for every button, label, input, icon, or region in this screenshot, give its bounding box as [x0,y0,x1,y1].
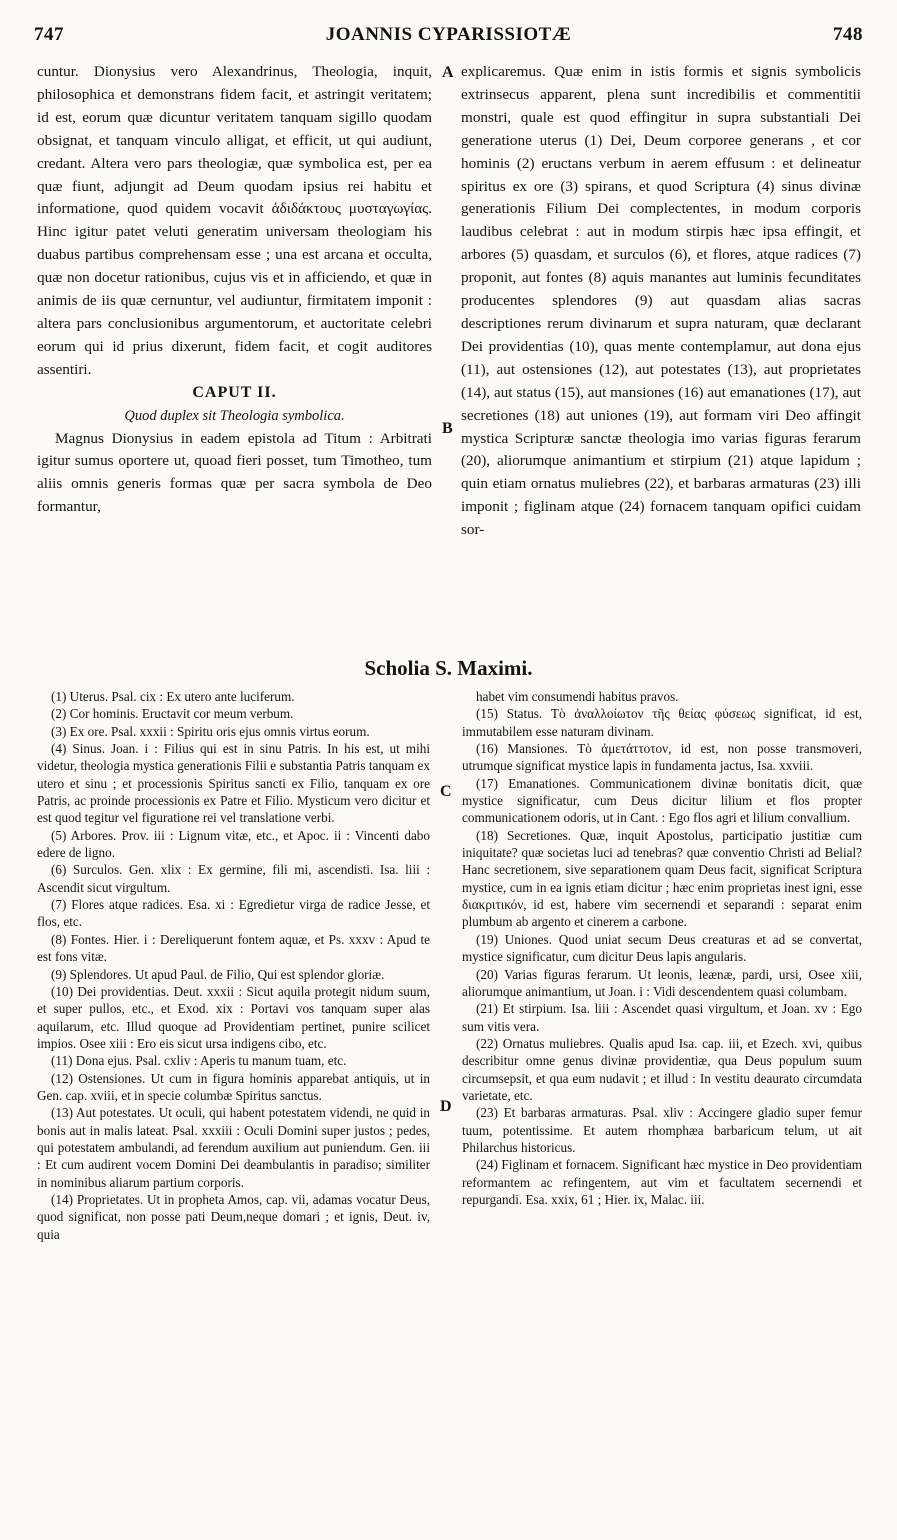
margin-letter-d: D [440,1098,452,1115]
page-number-left: 747 [34,24,64,45]
scholion-note: (14) Proprietates. Ut in propheta Amos, cap. vii, adamas vocatur Deus, quod significat, non posse pati Deum,neque domari ; et ignis, Deut. iv, quia [37,1191,430,1242]
scholion-note: (12) Ostensiones. Ut cum in figura hominis apparebat antiquis, ut in Gen. cap. xviii, et in specie columbæ Spiritus sanctus. [37,1070,430,1103]
scholion-note: (13) Aut potestates. Ut oculi, qui habent potestatem videndi, ne quid in bonis aut in malis lateat. Psal. xxxiii : Oculi Domini super justos ; pedes, qui potestatem ambulandi, ad ferendum auxilium aut puniendum. Gen. iii : Et cum audirent vocem Domini Dei deambulantis in paradiso; similiter in nominibus aliarum partium corporis. [37,1105,430,1190]
chapter-heading: CAPUT II. [192,383,277,401]
main-text-left-column [37,61,432,519]
scholion-note: (23) Et barbaras armaturas. Psal. xliv : Accingere gladio super femur tuum, potentissime. Et autem rhomphæa barbaricum telum, ut ait Philarchus historicus. [462,1105,862,1155]
scholion-note: (16) Mansiones. Τὸ ἀμετάττοτον, id est, non posse transmoveri, utrumque significat mystice lapis in fundamenta jactus, Isa. xxviii. [462,741,862,774]
scholion-note: (20) Varias figuras ferarum. Ut leonis, leænæ, pardi, ursi, Osee xiii, aliorumque animantium, ut Joan. i : Vidi descendentem quasi columbam. [462,966,862,999]
scholion-note: (7) Flores atque radices. Esa. xi : Egredietur virga de radice Jesse, et flos, etc. [37,897,430,930]
scholion-note: (8) Fontes. Hier. i : Dereliquerunt fontem aquæ, et Ps. xxxv : Apud te est fons vitæ. [37,931,430,965]
body-paragraph: Magnus Dionysius in eadem epistola ad Titum : Arbitrati igitur sumus oportere ut, quoad fieri posset, tum Timotheo, tum aliis omnis generis formas quæ per sacra symbola de Deo formantur, [37,429,432,516]
scholion-note: (3) Ex ore. Psal. xxxii : Spiritu oris ejus omnis virtus eorum. [51,723,370,739]
notes-right-column [462,688,862,1208]
scholion-note: (2) Cor hominis. Eructavit cor meum verbum. [51,706,294,722]
main-text-right-column [461,61,861,542]
body-paragraph: cuntur. Dionysius vero Alexandrinus, Theologia, inquit, philosophica et demonstrans fidem facit, et astringit veritatem; id est, eorum quæ dicuntur veritatem tanquam sigillo quodam obsignat, et tanquam vinculo alligat, et efficit, ut qui audiunt, credant. Altera vero pars theologiæ, quæ symbolica est, per ea quæ fiunt, adjungit ad Deum quodam ipsius rei habitu et informatione, quod quidem vocavit ἀδιδάκτους μυσταγωγίας. Hinc igitur patet veluti generatim universam theologiam his duabus partibus comprehensam esse ; una est arcana et occulta, quæ non docetur rationibus, cujus vis et in afficiendo, et quæ in animis de iis quæ cernuntur, vel audiuntur, firmitatem imponit : altera pars conclusionibus argumentorum, et auctoritate celebri eorum qui id prius dixerunt, fidem facit, et cogit auditores assentiri. [37,63,432,378]
scholion-note: (18) Secretiones. Quæ, inquit Apostolus, participatio justitiæ cum iniquitate? quæ societas luci ad tenebras? quæ conventio Christi ad Belial? Hanc secretionem, sive separationem quam Deus facit, significat Scriptura mystice, cum in ea ignis etiam dicitur ; hæc enim proprietas inest igni, esse διακριτικόν, id est, habere vim secernendi et separandi : separat enim plumbum ab argento et cinerem a carbone. [462,827,862,930]
running-header [34,24,863,50]
scholion-note: (10) Dei providentias. Deut. xxxii : Sicut aquila protegit nidum suum, et super pullos, etc., et Exod. xix : Portavi vos tanquam super alas aquilarum, etc. Illud quoque ad Providentiam pertinet, punire scilicet impios. Osee xiii : Ero eis sicut ursa indigens cibo, etc. [37,983,430,1051]
margin-letter-a: A [442,64,454,81]
body-paragraph: explicaremus. Quæ enim in istis formis et signis symbolicis extrinsecus apparent, plena sunt incredibilis et commentitii monstri, quale est quod effingitur in supra substantiali Dei generatione uterus (1) Dei, Deum corporee generans , et cor hominis (2) eructans verbum in aerem effusum : et delineatur spiritus ex ore (3) spirans, et quod Scriptura (4) sinus divinæ generationis Filium Dei complectentes, in modum corporis laudibus celebrat : aut in modum stirpis hæc ipsa effingit, et arbores (5) quasdam, et surculos (6), et flores, atque radices (7) proponit, aut fontes (8) aquis manantes aut luminis fecunditates producentes splendores (9) aut quasdam alias sacras descriptiones rerum divinarum et supra naturam, quæ declarant Dei providentias (10), quas mente contemplamur, aut dona ejus (11), aut ostensiones (12), aut potestates (13), aut proprietates (14), aut status (15), aut mansiones (16) aut emanationes (17), aut secretiones (18) aut uniones (19), aut formam viri Deo affingit mystica Scripturæ sanctæ theologia imo varias figuras ferarum (20), aliorumque animantium et stirpium (21) atque lapidum ; quin etiam ornatus muliebres (22), et barbaras armaturas (23) illi imponit ; figlinam atque (24) fornacem tanquam opifici cuidam sor- [461,63,861,539]
scholion-note: (6) Surculos. Gen. xlix : Ex germine, fili mi, ascendisti. Isa. liii : Ascendit sicut virgultum. [37,862,430,895]
scholion-note: (5) Arbores. Prov. iii : Lignum vitæ, etc., et Apoc. ii : Vincenti dabo edere de ligno. [37,827,430,861]
scholia-heading: Scholia S. Maximi. [364,656,533,680]
margin-letter-c: C [440,783,452,800]
scholion-note: (4) Sinus. Joan. i : Filius qui est in sinu Patris. In his est, ut mihi videtur, theologia mystica generationis Filii e substantia Patris tanquam ex utero et sinu ; et processionis Spiritus sancti ex Filio, tanquam ex ore Patris, ac proinde processionis ex Patre et Filio. Mysticum vero dicitur et est quod tegitur vel figuratione rei vel translatione verbi. [37,741,430,826]
scholion-note: (22) Ornatus muliebres. Qualis apud Isa. cap. iii, et Ezech. xvi, quibus describitur omne genus divinæ providentiæ, qua Deus populum suum circumsepsit, et qua eum nudavit ; et illud : In vestitu deaurato circumdata varietate, etc. [462,1035,862,1103]
chapter-subtitle: Quod duplex sit Theologia symbolica. [124,407,345,424]
margin-letter-b: B [442,420,453,437]
scholion-note: (15) Status. Τὸ ἀναλλοίωτον τῆς θείας φύσεως significat, id est, immutabilem esse naturam divinam. [462,706,862,739]
running-title: JOANNIS CYPARISSIOTÆ [325,24,572,45]
scholion-note: (1) Uterus. Psal. cix : Ex utero ante luciferum. [51,689,295,704]
scholion-note: (24) Figlinam et fornacem. Significant hæc mystice in Deo providentiam reformantem ac refingentem, aut vim et facultatem secernendi et repurgandi. Esa. xxix, 61 ; Hier. ix, Malac. iii. [462,1157,862,1207]
scholion-note: (11) Dona ejus. Psal. cxliv : Aperis tu manum tuam, etc. [51,1053,347,1069]
scholion-note: (19) Uniones. Quod uniat secum Deus creaturas et ad se convertat, mystice significatur, cum dicitur Deus lapis angularis. [462,931,862,965]
scholion-note: (17) Emanationes. Communicationem divinæ bonitatis dicit, quæ mystice significatur, cum Deus dicitur lilium et flos propter communicationem odoris, ut in Cant. : Ego flos agri et lilium convallium. [462,775,862,826]
notes-left-column [37,688,430,1243]
scholion-note: habet vim consumendi habitus pravos. [476,689,679,704]
scholion-note: (9) Splendores. Ut apud Paul. de Filio, Qui est splendor gloriæ. [51,966,385,982]
scholion-note: (21) Et stirpium. Isa. liii : Ascendet quasi virgultum, et Joan. xv : Ego sum vitis vera. [462,1001,862,1034]
page-number-right: 748 [833,24,863,45]
